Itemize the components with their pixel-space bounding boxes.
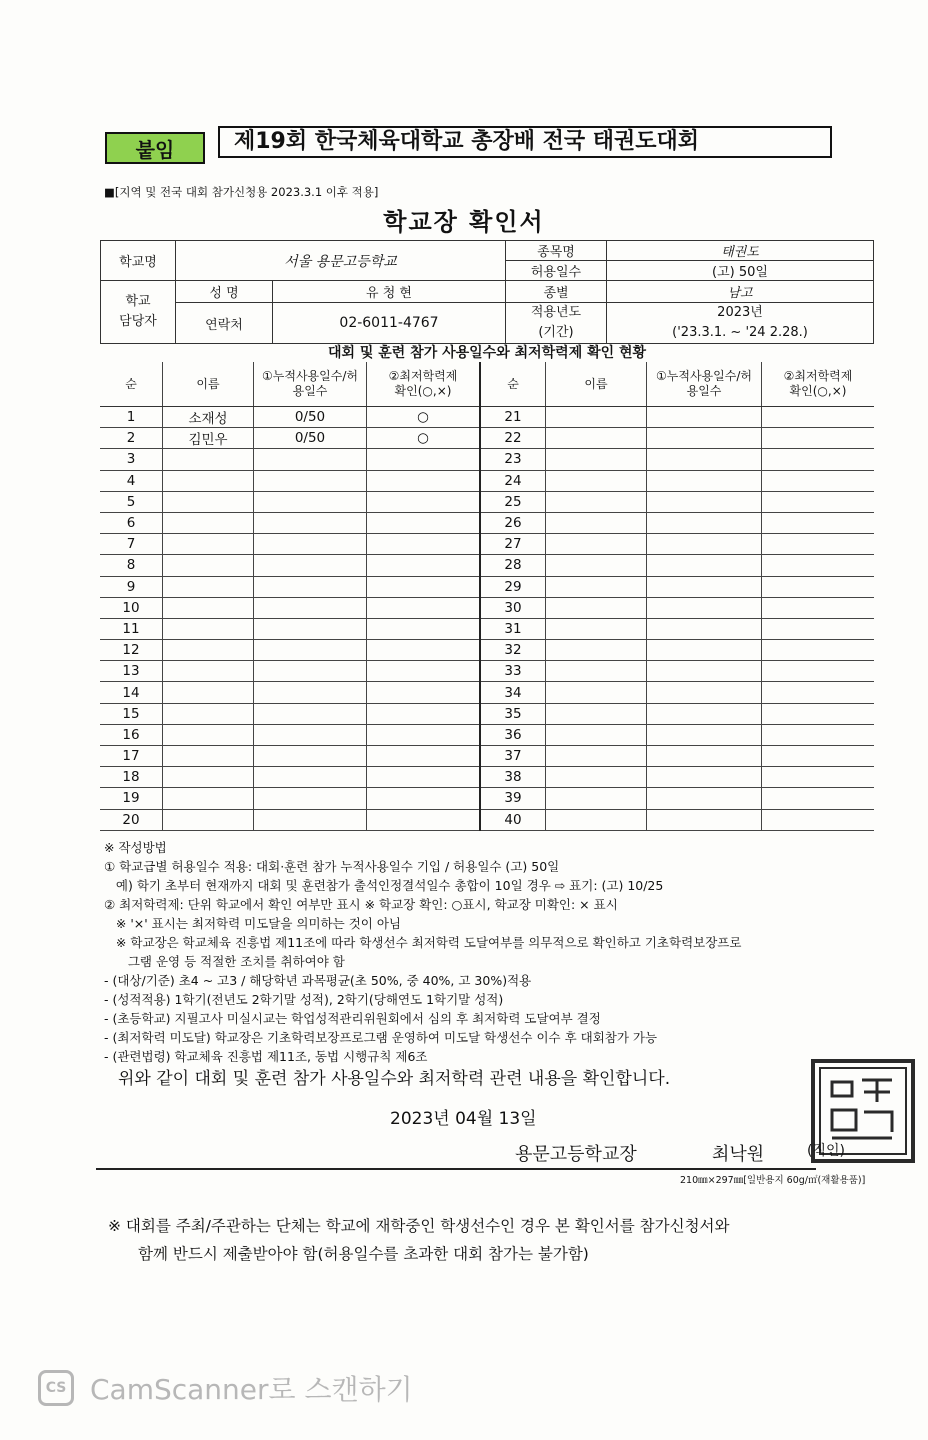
table-row	[100, 470, 874, 491]
row-days	[254, 576, 367, 597]
row-days-2	[647, 788, 762, 809]
row-no-2: 29	[480, 576, 546, 597]
row-name	[163, 491, 254, 512]
row-check-2	[762, 576, 875, 597]
table-row	[100, 512, 874, 533]
contact-value: 02-6011-4767	[273, 303, 506, 344]
col-check-line2: 확인(○,×)	[394, 384, 452, 398]
manager-label-line1: 학교	[125, 294, 151, 309]
row-days	[254, 661, 367, 682]
row-check-2	[762, 682, 875, 703]
school-label: 학교명	[101, 241, 176, 281]
row-check-2	[762, 640, 875, 661]
row-no-2: 30	[480, 597, 546, 618]
row-no-2: 39	[480, 788, 546, 809]
row-check	[367, 724, 481, 745]
row-check	[367, 661, 481, 682]
table-row	[100, 555, 874, 576]
row-days	[254, 809, 367, 830]
row-days	[254, 767, 367, 788]
usage-table-body	[100, 407, 874, 831]
row-days	[254, 555, 367, 576]
row-no: 17	[100, 746, 163, 767]
row-name-2	[546, 661, 647, 682]
row-check-2	[762, 491, 875, 512]
row-no: 2	[100, 428, 163, 449]
instruction-line: ※ '×' 표시는 최저학력 미도달을 의미하는 것이 아님	[104, 916, 401, 931]
row-check	[367, 555, 481, 576]
row-no-2: 23	[480, 449, 546, 470]
col-no-2: 순	[480, 362, 546, 407]
col-days-2-line1: ①누적사용일수/허	[656, 369, 752, 383]
date-text: 2023년 04월 13일	[390, 1109, 537, 1129]
row-no: 16	[100, 724, 163, 745]
year-label-line2: (기간)	[538, 325, 574, 340]
row-name	[163, 724, 254, 745]
row-days-2	[647, 534, 762, 555]
instruction-line: - (관련법령) 학교체육 진흥법 제11조, 동법 시행규칙 제6조	[104, 1049, 428, 1064]
row-check-2	[762, 555, 875, 576]
row-check-2	[762, 703, 875, 724]
table-row	[100, 449, 874, 470]
row-days-2	[647, 555, 762, 576]
row-name	[163, 640, 254, 661]
row-days	[254, 491, 367, 512]
row-no: 14	[100, 682, 163, 703]
row-days	[254, 703, 367, 724]
row-name-2	[546, 449, 647, 470]
row-days-2	[647, 576, 762, 597]
sign-mark: (직인)	[807, 1143, 845, 1159]
table-row	[100, 746, 874, 767]
row-no-2: 27	[480, 534, 546, 555]
row-days-2	[647, 682, 762, 703]
row-no: 4	[100, 470, 163, 491]
row-days	[254, 724, 367, 745]
row-no: 8	[100, 555, 163, 576]
row-days: 0/50	[254, 407, 367, 428]
name-value: 유 청 현	[273, 281, 506, 303]
col-check-2-line2: 확인(○,×)	[789, 384, 847, 398]
year-value-line2: ('23.3.1. ~ '24 2.28.)	[672, 325, 808, 340]
row-name-2	[546, 703, 647, 724]
col-name: 이름	[163, 362, 254, 407]
camscanner-text: CamScanner로 스캔하기	[90, 1373, 413, 1406]
table-row	[100, 788, 874, 809]
row-name	[163, 555, 254, 576]
row-check-2	[762, 428, 875, 449]
col-check-2	[762, 362, 875, 407]
row-name-2	[546, 597, 647, 618]
row-no: 15	[100, 703, 163, 724]
top-note: ■[지역 및 전국 대회 참가신청용 2023.3.1 이후 적용]	[104, 185, 379, 199]
row-no: 11	[100, 618, 163, 639]
row-check	[367, 576, 481, 597]
row-check-2	[762, 809, 875, 830]
row-name-2	[546, 407, 647, 428]
col-no: 순	[100, 362, 163, 407]
instruction-line: - (최저학력 미도달) 학교장은 기초학력보장프로그램 운영하여 미도달 학생선수 이수 후 대회참가 가능	[104, 1030, 658, 1045]
row-days-2	[647, 512, 762, 533]
row-check-2	[762, 724, 875, 745]
row-check	[367, 597, 481, 618]
row-name	[163, 576, 254, 597]
usage-table	[100, 362, 874, 831]
row-check	[367, 682, 481, 703]
row-days-2	[647, 618, 762, 639]
footer-notice	[108, 1212, 729, 1268]
row-check	[367, 618, 481, 639]
row-name	[163, 618, 254, 639]
row-name-2	[546, 809, 647, 830]
writing-instructions	[104, 838, 741, 1066]
row-check	[367, 470, 481, 491]
row-name	[163, 449, 254, 470]
footer-line: ※ 대회를 주최/주관하는 단체는 학교에 재학중인 학생선수인 경우 본 확인서를 참가신청서와	[108, 1217, 730, 1235]
row-no-2: 28	[480, 555, 546, 576]
allowed-days-label: 허용일수	[506, 261, 607, 281]
document-title: 학교장 확인서	[383, 208, 545, 236]
row-check	[367, 788, 481, 809]
row-no: 6	[100, 512, 163, 533]
row-days-2	[647, 703, 762, 724]
row-name-2	[546, 767, 647, 788]
manager-label-line2: 담당자	[119, 314, 157, 329]
instruction-line: - (성적적용) 1학기(전년도 2학기말 성적), 2학기(당해연도 1학기말 성적)	[104, 992, 504, 1007]
table-row	[100, 576, 874, 597]
row-check-2	[762, 534, 875, 555]
row-check	[367, 767, 481, 788]
row-check	[367, 512, 481, 533]
year-label-line1: 적용년도	[530, 305, 582, 320]
row-name	[163, 767, 254, 788]
row-check: ○	[367, 428, 481, 449]
table-row	[100, 661, 874, 682]
sport-value: 태권도	[607, 241, 874, 261]
row-no: 19	[100, 788, 163, 809]
row-no-2: 21	[480, 407, 546, 428]
row-days-2	[647, 809, 762, 830]
row-no: 5	[100, 491, 163, 512]
row-no: 20	[100, 809, 163, 830]
row-name	[163, 788, 254, 809]
row-no: 10	[100, 597, 163, 618]
year-label	[506, 303, 607, 344]
row-no-2: 33	[480, 661, 546, 682]
col-days-2	[647, 362, 762, 407]
table-row	[100, 534, 874, 555]
row-name-2	[546, 428, 647, 449]
table-row	[100, 767, 874, 788]
instruction-line: 예) 학기 초부터 현재까지 대회 및 훈련참가 출석인정결석일수 총합이 10일 경우 ⇨ 표기: (고) 10/25	[104, 878, 664, 893]
row-name-2	[546, 555, 647, 576]
instruction-line: ※ 작성방법	[104, 840, 167, 855]
row-no-2: 26	[480, 512, 546, 533]
row-check-2	[762, 470, 875, 491]
category-label: 종별	[506, 281, 607, 303]
table-row	[100, 703, 874, 724]
camscanner-watermark	[38, 1368, 413, 1408]
row-check-2	[762, 661, 875, 682]
row-name-2	[546, 491, 647, 512]
seal-glyphs	[832, 1080, 892, 1138]
row-name	[163, 682, 254, 703]
allowed-days-value: (고) 50일	[607, 261, 874, 281]
row-no: 9	[100, 576, 163, 597]
instruction-line: - (초등학교) 지필고사 미실시교는 학업성적관리위원회에서 심의 후 최저학력 도달여부 결정	[104, 1011, 601, 1026]
col-check	[367, 362, 481, 407]
row-name-2	[546, 640, 647, 661]
row-days-2	[647, 407, 762, 428]
row-check-2	[762, 597, 875, 618]
row-days	[254, 682, 367, 703]
section-title: 대회 및 훈련 참가 사용일수와 최저학력제 확인 현황	[327, 345, 647, 361]
row-check	[367, 640, 481, 661]
row-no-2: 34	[480, 682, 546, 703]
row-name-2	[546, 788, 647, 809]
event-title: 제19회 한국체육대학교 총장배 전국 태권도대회	[218, 126, 832, 158]
row-check	[367, 746, 481, 767]
row-name	[163, 809, 254, 830]
row-days: 0/50	[254, 428, 367, 449]
table-row	[100, 640, 874, 661]
row-check	[367, 809, 481, 830]
row-no: 12	[100, 640, 163, 661]
instruction-line: ※ 학교장은 학교체육 진흥법 제11조에 따라 학생선수 최저학력 도달여부를 의무적으로 확인하고 기초학력보장프로	[104, 935, 742, 950]
row-no-2: 24	[480, 470, 546, 491]
name-label: 성 명	[176, 281, 273, 303]
row-name-2	[546, 724, 647, 745]
row-name	[163, 597, 254, 618]
row-name	[163, 512, 254, 533]
row-check-2	[762, 767, 875, 788]
row-check-2	[762, 788, 875, 809]
year-value	[607, 303, 874, 344]
instruction-line: - (대상/기준) 초4 ~ 고3 / 해당학년 과목평균(초 50%, 중 40%, 고 30%)적용	[104, 973, 532, 988]
table-row	[100, 407, 874, 428]
row-no-2: 40	[480, 809, 546, 830]
row-check	[367, 703, 481, 724]
header-table	[100, 240, 874, 344]
row-check	[367, 449, 481, 470]
col-days-2-line2: 용일수	[686, 384, 722, 398]
col-days	[254, 362, 367, 407]
divider-line	[96, 1168, 816, 1170]
row-days-2	[647, 724, 762, 745]
row-days	[254, 788, 367, 809]
table-row	[100, 724, 874, 745]
row-days-2	[647, 491, 762, 512]
row-check-2	[762, 449, 875, 470]
row-no: 3	[100, 449, 163, 470]
row-days-2	[647, 449, 762, 470]
row-check-2	[762, 512, 875, 533]
row-days-2	[647, 428, 762, 449]
row-days	[254, 597, 367, 618]
row-days	[254, 618, 367, 639]
table-row	[100, 491, 874, 512]
row-no: 13	[100, 661, 163, 682]
row-name	[163, 746, 254, 767]
row-no: 7	[100, 534, 163, 555]
row-name-2	[546, 576, 647, 597]
col-check-2-line1: ②최저학력제	[783, 369, 853, 383]
row-days-2	[647, 746, 762, 767]
row-no-2: 22	[480, 428, 546, 449]
row-days-2	[647, 597, 762, 618]
col-days-line2: 용일수	[292, 384, 328, 398]
row-name-2	[546, 618, 647, 639]
row-no-2: 36	[480, 724, 546, 745]
table-row	[100, 618, 874, 639]
row-days	[254, 640, 367, 661]
row-days	[254, 470, 367, 491]
footer-line: 함께 반드시 제출받아야 함(허용일수를 초과한 대회 참가는 불가함)	[138, 1245, 589, 1263]
row-days-2	[647, 640, 762, 661]
instruction-line: ① 학교급별 허용일수 적용: 대회·훈련 참가 누적사용일수 기입 / 허용일수 (고) 50일	[104, 859, 560, 874]
col-name-2: 이름	[546, 362, 647, 407]
row-no-2: 38	[480, 767, 546, 788]
row-no-2: 32	[480, 640, 546, 661]
attachment-badge: 붙임	[105, 132, 205, 164]
row-name-2	[546, 534, 647, 555]
row-days-2	[647, 470, 762, 491]
row-days	[254, 746, 367, 767]
table-row	[100, 809, 874, 830]
row-check	[367, 534, 481, 555]
row-no-2: 37	[480, 746, 546, 767]
camscanner-icon: CS	[38, 1370, 74, 1406]
table-row	[100, 682, 874, 703]
table-row	[100, 597, 874, 618]
school-value: 서울 용문고등학교	[176, 241, 506, 281]
row-check-2	[762, 746, 875, 767]
row-name	[163, 661, 254, 682]
row-days-2	[647, 767, 762, 788]
row-name: 김민우	[163, 428, 254, 449]
row-name: 소재성	[163, 407, 254, 428]
row-name-2	[546, 746, 647, 767]
paper-spec: 210㎜×297㎜[일반용지 60g/㎡(재활용품)]	[680, 1175, 866, 1186]
row-name-2	[546, 512, 647, 533]
row-days	[254, 449, 367, 470]
instruction-line: ② 최저학력제: 단위 학교에서 확인 여부만 표시 ※ 학교장 확인: ○표시, 학교장 미확인: × 표시	[104, 897, 618, 912]
col-check-line1: ②최저학력제	[388, 369, 458, 383]
row-check-2	[762, 407, 875, 428]
row-check-2	[762, 618, 875, 639]
instruction-line: 그램 운영 등 적절한 조치를 취하여야 함	[104, 954, 345, 969]
col-days-line1: ①누적사용일수/허	[262, 369, 358, 383]
row-check: ○	[367, 407, 481, 428]
contact-label: 연락처	[176, 303, 273, 344]
row-no: 1	[100, 407, 163, 428]
row-days	[254, 512, 367, 533]
principal-name: 최낙원	[712, 1144, 765, 1165]
table-row	[100, 428, 874, 449]
year-value-line1: 2023년	[717, 305, 763, 320]
principal-school: 용문고등학교장	[515, 1144, 637, 1165]
row-name	[163, 470, 254, 491]
row-name-2	[546, 470, 647, 491]
row-name	[163, 703, 254, 724]
manager-label	[101, 281, 176, 344]
row-no-2: 35	[480, 703, 546, 724]
row-days	[254, 534, 367, 555]
row-no-2: 31	[480, 618, 546, 639]
row-name	[163, 534, 254, 555]
row-no-2: 25	[480, 491, 546, 512]
row-no: 18	[100, 767, 163, 788]
row-name-2	[546, 682, 647, 703]
row-days-2	[647, 661, 762, 682]
sport-label: 종목명	[506, 241, 607, 261]
confirm-text: 위와 같이 대회 및 훈련 참가 사용일수와 최저학력 관련 내용을 확인합니다.	[118, 1069, 671, 1089]
category-value: 남고	[607, 281, 874, 303]
row-check	[367, 491, 481, 512]
